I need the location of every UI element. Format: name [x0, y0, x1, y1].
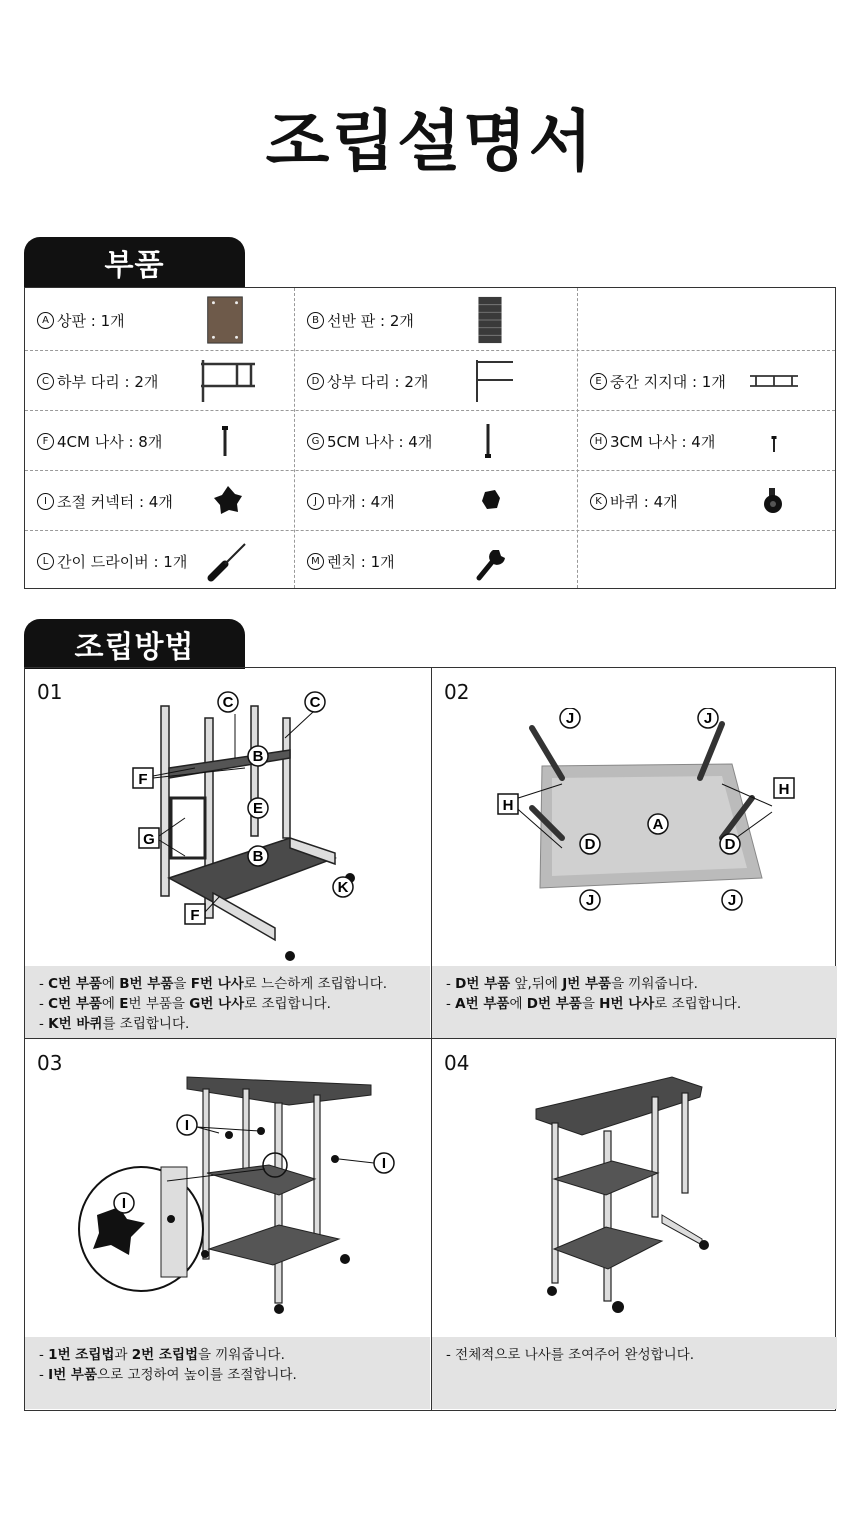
assembly-header: 조립방법 — [24, 619, 245, 669]
step-text-bold: B번 부품 — [119, 976, 174, 992]
step-text-bold: 1번 조립법 — [48, 1347, 115, 1363]
step-text-bold: I번 부품 — [48, 1367, 98, 1383]
step-text-bold: D번 부품 — [526, 996, 582, 1012]
part-name: 마개 : 4개 — [327, 492, 395, 511]
step-number: 01 — [37, 680, 63, 704]
part-letter: I — [37, 493, 54, 510]
step-line — [446, 994, 837, 1014]
step-04-illustration — [522, 1069, 752, 1319]
step-description — [432, 1337, 837, 1409]
step-text: 앞,뒤에 — [510, 976, 563, 992]
step-line — [446, 1345, 837, 1365]
step-text: 에 — [101, 996, 120, 1012]
step-line — [446, 974, 837, 994]
diagram-label: C — [309, 694, 321, 711]
part-letter: M — [307, 553, 324, 570]
part-letter: B — [307, 312, 324, 329]
part-name: 4CM 나사 : 8개 — [57, 432, 163, 451]
part-letter: A — [37, 312, 54, 329]
diagram-label: H — [778, 781, 790, 798]
step-text: 에 — [509, 996, 527, 1012]
step-description — [25, 1337, 430, 1409]
diagram-label: J — [703, 710, 713, 727]
part-cell-j — [295, 471, 565, 531]
part-name: 5CM 나사 : 4개 — [327, 432, 433, 451]
step-line — [39, 1014, 430, 1034]
screw-4cm-icon — [219, 416, 231, 466]
step-text-bold: 2번 조립법 — [131, 1347, 199, 1363]
step-text: 를 조립합니다. — [102, 1016, 190, 1032]
step-text: - — [446, 976, 456, 992]
step-01-illustration — [85, 688, 405, 963]
step-02 — [432, 668, 837, 1038]
step-text-bold: A번 부품 — [455, 996, 510, 1012]
part-letter: F — [37, 433, 54, 450]
step-02-illustration — [462, 708, 822, 928]
step-text: 로 조립합니다. — [244, 996, 331, 1012]
step-text: 에 — [101, 976, 120, 992]
parts-header: 부품 — [24, 237, 245, 287]
diagram-label: F — [190, 907, 200, 924]
part-cell-i — [25, 471, 295, 531]
step-text-bold: C번 부품 — [48, 976, 102, 992]
page-title: 조립설명서 — [265, 103, 595, 180]
part-cell-l — [25, 531, 295, 591]
part-cell-c — [25, 351, 295, 411]
step-01 — [25, 668, 430, 1038]
diagram-label: J — [585, 892, 595, 909]
step-text-bold: H번 나사 — [599, 996, 655, 1012]
step-description — [432, 966, 837, 1038]
step-text-bold: E — [119, 996, 129, 1012]
wrench-icon — [471, 536, 511, 586]
step-line — [39, 1345, 430, 1365]
part-name: 조절 커넥터 : 4개 — [57, 492, 173, 511]
diagram-label: E — [252, 800, 264, 817]
part-name: 렌치 : 1개 — [327, 552, 395, 571]
step-text: - — [39, 996, 49, 1012]
part-letter: C — [37, 373, 54, 390]
step-number: 03 — [37, 1051, 63, 1075]
diagram-label: B — [252, 748, 264, 765]
step-text: 과 — [114, 1347, 132, 1363]
upper-leg-icon — [471, 356, 515, 406]
diagram-label: D — [584, 836, 596, 853]
part-cell-h — [578, 411, 848, 471]
assembly-steps — [24, 667, 836, 1411]
part-name: 선반 판 : 2개 — [327, 311, 414, 330]
step-text-bold: G번 나사 — [189, 996, 245, 1012]
diagram-label: C — [222, 694, 234, 711]
diagram-label: D — [724, 836, 736, 853]
step-03-illustration — [69, 1069, 419, 1339]
step-number: 02 — [444, 680, 470, 704]
diagram-label: F — [138, 771, 148, 788]
step-text: 로 느슨하게 조립합니다. — [243, 976, 388, 992]
parts-table — [24, 287, 836, 589]
diagram-label: B — [252, 848, 264, 865]
part-cell-k — [578, 471, 848, 531]
middle-support-icon — [746, 356, 802, 406]
step-03 — [25, 1039, 430, 1409]
step-text: - — [39, 1347, 49, 1363]
part-letter: H — [590, 433, 607, 450]
part-cell-g — [295, 411, 565, 471]
diagram-label: J — [565, 710, 575, 727]
step-text-bold: D번 부품 — [455, 976, 511, 992]
step-line — [39, 974, 430, 994]
shelf-board-icon — [477, 295, 503, 345]
part-cell-m — [295, 531, 565, 591]
diagram-label: H — [502, 797, 514, 814]
diagram-label: K — [337, 879, 349, 896]
step-text: - — [39, 1016, 49, 1032]
top-board-icon — [205, 295, 245, 345]
part-name: 바퀴 : 4개 — [610, 492, 678, 511]
diagram-label: I — [184, 1117, 190, 1134]
step-text: 번 부품을 — [128, 996, 190, 1012]
part-letter: D — [307, 373, 324, 390]
step-text-bold: K번 바퀴 — [48, 1016, 103, 1032]
step-text: - — [446, 996, 456, 1012]
step-line — [39, 994, 430, 1014]
step-line — [39, 1365, 430, 1385]
part-name: 상판 : 1개 — [57, 311, 125, 330]
screw-3cm-icon — [768, 416, 780, 466]
step-text: 을 끼워줍니다. — [611, 976, 698, 992]
part-name: 하부 다리 : 2개 — [57, 372, 159, 391]
step-text: - — [39, 1367, 49, 1383]
part-name: 중간 지지대 : 1개 — [610, 372, 726, 391]
step-description — [25, 966, 430, 1038]
step-text: 로 조립합니다. — [654, 996, 742, 1012]
part-letter: E — [590, 373, 607, 390]
lower-leg-icon — [197, 356, 257, 406]
diagram-label: I — [381, 1155, 387, 1172]
step-text: - — [39, 976, 49, 992]
step-text: 을 — [581, 996, 600, 1012]
cap-icon — [479, 476, 503, 526]
caster-wheel-icon — [758, 476, 790, 526]
part-cell-b — [295, 290, 565, 350]
step-text: 으로 고정하여 높이를 조절합니다. — [97, 1367, 297, 1383]
step-number: 04 — [444, 1051, 470, 1075]
step-text: 을 끼워줍니다. — [198, 1347, 285, 1363]
diagram-label: I — [121, 1195, 127, 1212]
step-text: 을 — [173, 976, 191, 992]
screwdriver-icon — [205, 536, 253, 586]
diagram-label: J — [727, 892, 737, 909]
diagram-label: A — [652, 816, 664, 833]
step-text-bold: F번 나사 — [190, 976, 244, 992]
step-04 — [432, 1039, 837, 1409]
part-cell-a — [25, 290, 295, 350]
part-letter: K — [590, 493, 607, 510]
part-name: 간이 드라이버 : 1개 — [57, 552, 188, 571]
part-name: 3CM 나사 : 4개 — [610, 432, 716, 451]
part-cell-f — [25, 411, 295, 471]
part-letter: J — [307, 493, 324, 510]
screw-5cm-icon — [482, 416, 494, 466]
step-text: - 전체적으로 나사를 조여주어 완성합니다. — [446, 1347, 695, 1363]
part-cell-d — [295, 351, 565, 411]
part-cell-e — [578, 351, 848, 411]
knob-connector-icon — [211, 476, 245, 526]
part-letter: G — [307, 433, 324, 450]
part-letter: L — [37, 553, 54, 570]
step-text-bold: C번 부품 — [48, 996, 102, 1012]
step-text-bold: J번 부품 — [562, 976, 612, 992]
diagram-label: G — [143, 831, 155, 848]
part-name: 상부 다리 : 2개 — [327, 372, 429, 391]
